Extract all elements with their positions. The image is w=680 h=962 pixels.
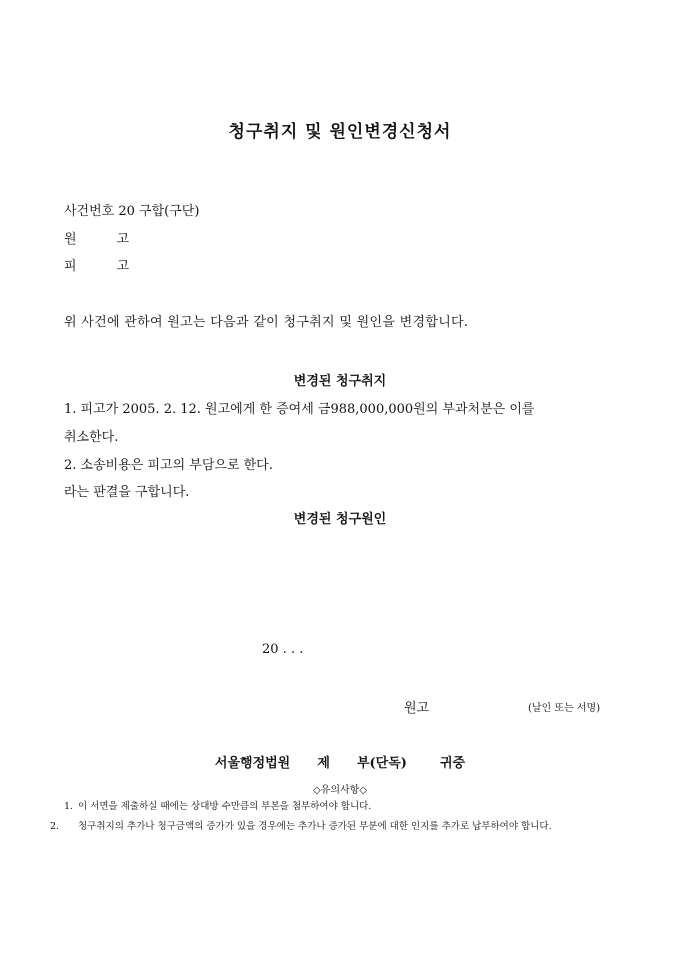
court-division-prefix: 제 <box>317 756 330 771</box>
defendant-label-a: 피 <box>64 259 77 274</box>
notes-title: ◇유의사항◇ <box>312 785 368 796</box>
court-addressee: 귀중 <box>439 756 466 771</box>
case-number-line: 사건번호 20 구합(구단) <box>64 204 200 219</box>
claim-1-line1: 1. 피고가 2005. 2. 12. 원고에게 한 증여세 금988,000,000원의 부과처분은 이를 <box>64 402 535 417</box>
court-name: 서울행정법원 <box>214 756 291 771</box>
signature-hint: (날인 또는 서명) <box>528 703 601 714</box>
note-number: 2. <box>50 821 60 832</box>
note-number: 1. <box>64 801 74 812</box>
changed-claim-heading: 변경된 청구취지 <box>293 374 387 389</box>
plaintiff-label-a: 원 <box>64 232 77 247</box>
note-item <box>50 819 626 834</box>
signer-label: 원고 <box>404 701 430 716</box>
defendant-label-b: 고 <box>116 259 130 274</box>
court-division-suffix: 부(단독) <box>356 756 407 771</box>
note-text: 청구취지의 추가나 청구금액의 증가가 있을 경우에는 추가나 증가된 부분에 대한 인지를 추가로 납부하여야 합니다. <box>78 821 552 832</box>
document-title: 청구취지 및 원인변경신청서 <box>228 122 452 142</box>
note-text: 이 서면을 제출하실 때에는 상대방 수만큼의 부본을 첨부하여야 합니다. <box>78 801 372 812</box>
claim-1-line2: 취소한다. <box>64 430 119 445</box>
claim-2: 2. 소송비용은 피고의 부담으로 한다. <box>64 458 273 473</box>
plaintiff-label-b: 고 <box>116 232 130 247</box>
plaintiff-row <box>64 228 129 247</box>
defendant-row <box>64 255 129 274</box>
changed-cause-heading: 변경된 청구원인 <box>293 512 387 527</box>
claim-conclusion: 라는 판결을 구합니다. <box>64 485 190 500</box>
note-item <box>64 799 624 814</box>
intro-paragraph: 위 사건에 관하여 원고는 다음과 같이 청구취지 및 원인을 변경합니다. <box>64 315 469 330</box>
date-line: 20 . . . <box>262 642 304 657</box>
court-addressee-line <box>0 752 680 771</box>
